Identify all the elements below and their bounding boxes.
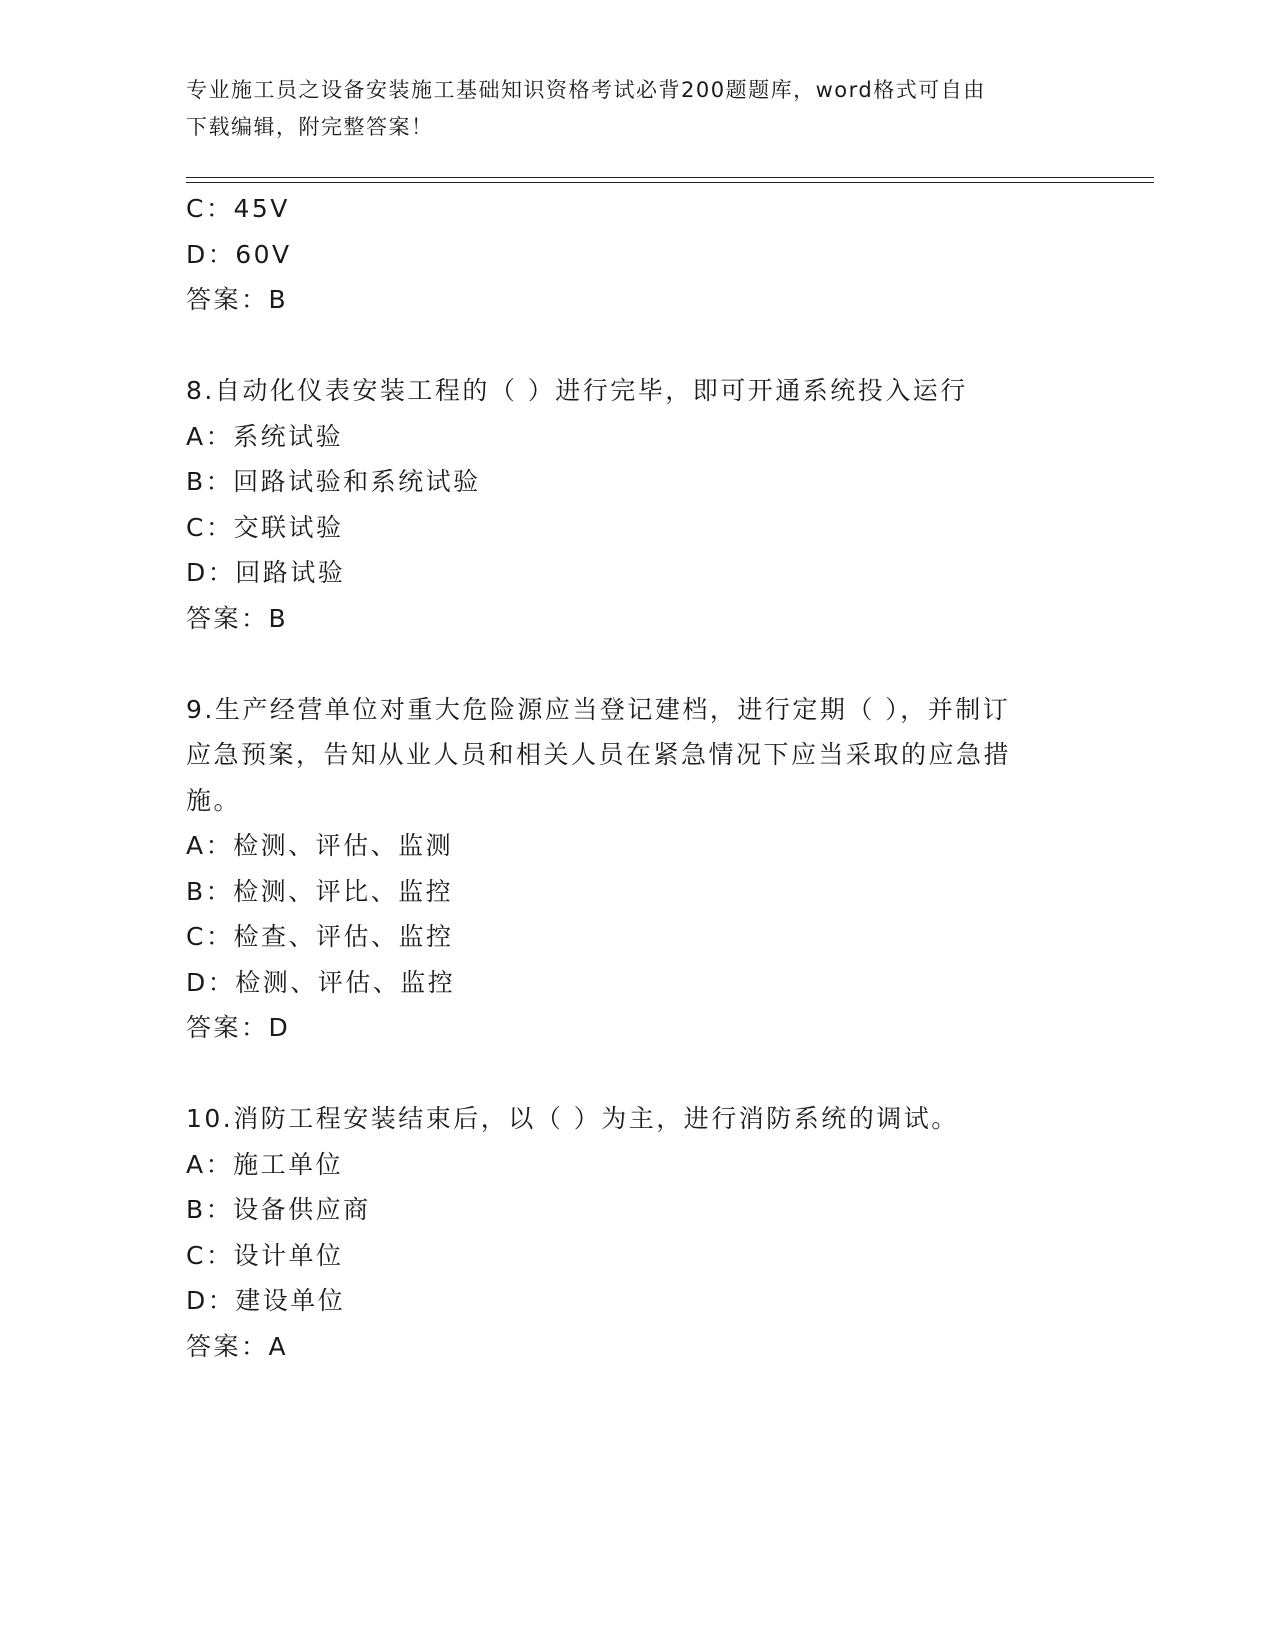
- option-c: C：设计单位: [186, 1240, 344, 1270]
- option-b: B：设备供应商: [186, 1195, 371, 1224]
- option-a: A：施工单位: [186, 1149, 344, 1179]
- question-text: 10.消防工程安装结束后，以（ ）为主，进行消防系统的调试。: [186, 1104, 959, 1133]
- option-a: A：检测、评估、监测: [186, 831, 454, 860]
- option-a: A：系统试验: [186, 421, 344, 451]
- question-text: 应急预案，告知从业人员和相关人员在紧急情况下应当采取的应急措: [186, 740, 1012, 769]
- question-block: [186, 368, 1076, 642]
- spacer: [186, 1051, 1076, 1096]
- option-d: D：60V: [186, 239, 292, 269]
- question-text: 8.自动化仪表安装工程的（ ）进行完毕，即可开通系统投入运行: [186, 376, 968, 405]
- answer-line: 答案：B: [186, 285, 289, 314]
- document-header: [186, 72, 1066, 146]
- header-divider: [186, 177, 1154, 183]
- option-b: B：检测、评比、监控: [186, 876, 454, 906]
- answer-line: 答案：D: [186, 1013, 291, 1042]
- header-line-1: 专业施工员之设备安装施工基础知识资格考试必背200题题库，word格式可自由: [186, 78, 986, 102]
- option-d: D：建设单位: [186, 1286, 346, 1315]
- option-d: D：回路试验: [186, 558, 346, 587]
- answer-line: 答案：A: [186, 1331, 289, 1361]
- document-body: [186, 186, 1076, 1370]
- question-text: 9.生产经营单位对重大危险源应当登记建档，进行定期（ ），并制订: [186, 694, 1011, 724]
- question-block: [186, 687, 1076, 1052]
- option-c: C：交联试验: [186, 512, 344, 542]
- question-fragment: [186, 186, 1076, 323]
- question-block: [186, 1096, 1076, 1370]
- header-line-2: 下载编辑，附完整答案！: [186, 115, 434, 139]
- option-b: B：回路试验和系统试验: [186, 467, 481, 496]
- question-text: 施。: [186, 785, 242, 815]
- spacer: [186, 642, 1076, 687]
- spacer: [186, 323, 1076, 368]
- option-d: D：检测、评估、监控: [186, 967, 456, 997]
- option-c: C：45V: [186, 194, 290, 223]
- answer-line: 答案：B: [186, 603, 289, 633]
- option-c: C：检查、评估、监控: [186, 922, 454, 951]
